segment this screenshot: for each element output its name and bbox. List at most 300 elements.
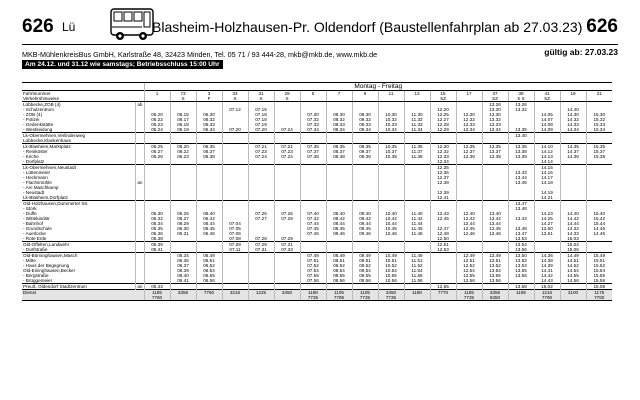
departure-time: 14.09 bbox=[534, 127, 560, 133]
departure-time: 05.23 bbox=[144, 122, 170, 127]
departure-time: 13.45 bbox=[482, 226, 508, 231]
departure-time: 10.37 bbox=[378, 149, 404, 154]
departure-time: 13.30 bbox=[482, 107, 508, 112]
departure-time: 08.38 bbox=[326, 154, 352, 159]
departure-time: 13.30 bbox=[482, 112, 508, 117]
departure-time: 07.23 bbox=[274, 149, 300, 154]
departure-time: 07.11 bbox=[222, 247, 248, 253]
departure-time: 05.22 bbox=[144, 117, 170, 122]
dienst-number: 1185 bbox=[144, 290, 170, 296]
departure-time: 12.36 bbox=[430, 170, 456, 175]
stop-an-ab: an bbox=[135, 180, 144, 185]
departure-time: 13.26 bbox=[508, 102, 534, 108]
departure-time: 12.40 bbox=[456, 211, 482, 216]
departure-time: 14.33 bbox=[560, 122, 586, 127]
departure-time: 07.33 bbox=[274, 247, 300, 253]
departure-time: 10.55 bbox=[378, 273, 404, 278]
trip-number: 13 bbox=[404, 91, 430, 97]
departure-time: 14.17 bbox=[534, 175, 560, 180]
departure-time: 09.52 bbox=[352, 263, 378, 268]
departure-time: 10.32 bbox=[378, 117, 404, 122]
departure-time: 11.54 bbox=[404, 268, 430, 273]
departure-time: 14.16 bbox=[534, 170, 560, 175]
stop-name: Lk-Obermehnen,Verlindenweg bbox=[22, 133, 135, 139]
departure-time: 07.33 bbox=[300, 122, 326, 127]
dienst-number bbox=[508, 295, 534, 301]
departure-time: 09.55 bbox=[352, 273, 378, 278]
header-divider bbox=[22, 44, 618, 45]
departure-time: 05.32 bbox=[144, 216, 170, 221]
dienst-number: 3356 bbox=[170, 290, 196, 296]
departure-time: 12.55 bbox=[456, 273, 482, 278]
stop-an-ab: an bbox=[135, 284, 144, 290]
departure-time: 12.43 bbox=[430, 211, 456, 216]
departure-time: 05.36 bbox=[144, 231, 170, 236]
departure-time: 14.52 bbox=[560, 263, 586, 268]
stop-name: - Mitte bbox=[23, 258, 36, 263]
departure-time: 13.51 bbox=[482, 258, 508, 263]
departure-time: 07.05 bbox=[222, 226, 248, 231]
departure-time: 06.44 bbox=[196, 221, 222, 226]
departure-time: 07.26 bbox=[274, 211, 300, 216]
departure-time: 07.46 bbox=[300, 231, 326, 236]
departure-time: 06.51 bbox=[196, 258, 222, 263]
departure-time: 06.55 bbox=[196, 273, 222, 278]
departure-time: 15.52 bbox=[586, 263, 612, 268]
departure-time: 15.49 bbox=[586, 253, 612, 259]
departure-time: 13.47 bbox=[508, 231, 534, 236]
dienst-row-2 bbox=[22, 295, 612, 301]
timetable bbox=[22, 82, 612, 301]
departure-time: 08.42 bbox=[326, 216, 352, 221]
departure-time: 12.37 bbox=[456, 149, 482, 154]
stop-name: - Brüggemeier bbox=[23, 278, 53, 283]
departure-time: 10.45 bbox=[378, 226, 404, 231]
departure-time: 14.32 bbox=[560, 226, 586, 231]
departure-time: 05.24 bbox=[144, 127, 170, 133]
departure-time: 09.35 bbox=[352, 144, 378, 150]
departure-time: 06.41 bbox=[170, 278, 196, 284]
dienst-number bbox=[222, 295, 248, 301]
departure-time: 12.30 bbox=[456, 112, 482, 117]
departure-time: 13.32 bbox=[482, 117, 508, 122]
departure-time: 15.08 bbox=[586, 284, 612, 290]
departure-time: 12.50 bbox=[430, 236, 456, 242]
traffic-hint: SZ bbox=[482, 96, 508, 102]
departure-time: 12.30 bbox=[430, 144, 456, 150]
departure-time: 13.40 bbox=[482, 211, 508, 216]
departure-time: 10.44 bbox=[378, 221, 404, 226]
departure-time: 12.38 bbox=[430, 180, 456, 185]
departure-time: 07.19 bbox=[248, 122, 274, 127]
departure-time: 11.55 bbox=[404, 273, 430, 278]
departure-time: 14.33 bbox=[560, 231, 586, 236]
departure-time: 06.30 bbox=[196, 112, 222, 117]
departure-time: 06.35 bbox=[196, 144, 222, 150]
traffic-hint: S bbox=[222, 96, 248, 102]
departure-time: 09.51 bbox=[352, 258, 378, 263]
departure-time: 13.45 bbox=[508, 180, 534, 185]
departure-time: 12.27 bbox=[430, 117, 456, 122]
departure-time: 13.35 bbox=[482, 144, 508, 150]
departure-time: 14.38 bbox=[560, 154, 586, 159]
departure-time: 12.33 bbox=[430, 154, 456, 159]
stop-name: - Reinköster bbox=[23, 149, 48, 154]
stop-name: - Grundschule bbox=[23, 226, 52, 231]
departure-time: 14.45 bbox=[586, 226, 612, 231]
departure-time: 08.54 bbox=[326, 268, 352, 273]
departure-time: 07.04 bbox=[222, 221, 248, 226]
departure-time: 14.35 bbox=[560, 144, 586, 150]
departure-time: 05.43 bbox=[144, 284, 170, 290]
departure-time: 07.52 bbox=[300, 263, 326, 268]
departure-time: 12.34 bbox=[456, 127, 482, 133]
departure-time: 15.40 bbox=[586, 211, 612, 216]
departure-time: 07.55 bbox=[300, 273, 326, 278]
departure-time: 12.25 bbox=[430, 112, 456, 117]
dienst-number: 7735 bbox=[300, 295, 326, 301]
dienst-number: 3450 bbox=[378, 290, 404, 296]
departure-time: 06.46 bbox=[196, 231, 222, 236]
departure-time: 11.42 bbox=[404, 216, 430, 221]
dienst-number bbox=[560, 295, 586, 301]
departure-time: 14.10 bbox=[534, 144, 560, 150]
dienst-number: 7760 bbox=[586, 295, 612, 301]
departure-time: 12.32 bbox=[430, 149, 456, 154]
departure-time: 06.27 bbox=[170, 216, 196, 221]
departure-time: 09.30 bbox=[352, 112, 378, 117]
departure-time: 07.30 bbox=[300, 112, 326, 117]
departure-time: 12.45 bbox=[430, 216, 456, 221]
departure-time: 10.40 bbox=[378, 211, 404, 216]
departure-time: 08.56 bbox=[326, 278, 352, 284]
departure-time: 08.49 bbox=[326, 253, 352, 259]
departure-time: 06.19 bbox=[170, 127, 196, 133]
header bbox=[22, 6, 618, 44]
departure-time: 10.35 bbox=[378, 144, 404, 150]
departure-time: 14.15 bbox=[534, 165, 560, 171]
departure-time: 14.27 bbox=[534, 221, 560, 226]
departure-time: 06.17 bbox=[170, 117, 196, 122]
departure-time: 06.49 bbox=[196, 253, 222, 259]
dienst-number: 3216 bbox=[222, 290, 248, 296]
departure-time: 15.38 bbox=[586, 154, 612, 159]
departure-time: 09.32 bbox=[352, 117, 378, 122]
departure-time: 07.42 bbox=[300, 216, 326, 221]
title-prefix: Lü bbox=[62, 20, 76, 34]
departure-time: 11.56 bbox=[404, 278, 430, 284]
departure-time: 14.19 bbox=[534, 190, 560, 195]
departure-time: 05.34 bbox=[144, 221, 170, 226]
day-label: Montag - Freitag bbox=[144, 83, 612, 91]
dienst-number bbox=[404, 295, 430, 301]
traffic-hint: F bbox=[196, 96, 222, 102]
departure-time: 07.51 bbox=[300, 258, 326, 263]
departure-time: 09.40 bbox=[352, 211, 378, 216]
departure-time: 07.20 bbox=[222, 127, 248, 133]
departure-time: 06.18 bbox=[170, 122, 196, 127]
departure-time: 07.12 bbox=[222, 107, 248, 112]
stop-name: - Flachsmühle bbox=[23, 180, 52, 185]
departure-time: 14.34 bbox=[560, 127, 586, 133]
departure-time: 05.41 bbox=[144, 247, 170, 253]
dienst-spacer bbox=[22, 295, 144, 301]
departure-time: 07.29 bbox=[248, 242, 274, 248]
departure-time: 15.04 bbox=[560, 242, 586, 248]
trip-number: 19 bbox=[560, 91, 586, 97]
departure-time: 08.34 bbox=[326, 127, 352, 133]
departure-time: 08.40 bbox=[326, 211, 352, 216]
dienst-number: 3356 bbox=[482, 290, 508, 296]
departure-time: 15.34 bbox=[586, 127, 612, 133]
departure-time: 13.50 bbox=[534, 226, 560, 231]
departure-time: 09.38 bbox=[352, 154, 378, 159]
departure-time: 13.47 bbox=[508, 201, 534, 207]
departure-time: 08.30 bbox=[326, 112, 352, 117]
stop-name: Old-Holzhausen,Dummerter Str. bbox=[22, 201, 135, 207]
stop-name: - Bergstraße bbox=[23, 273, 49, 278]
departure-time: 14.25 bbox=[534, 216, 560, 221]
departure-time: 06.31 bbox=[170, 231, 196, 236]
departure-time: 09.37 bbox=[352, 149, 378, 154]
dienst-number bbox=[196, 295, 222, 301]
dienst-number: 1225 bbox=[248, 290, 274, 296]
traffic-hint: SZ bbox=[534, 96, 560, 102]
stop-name: - Neustadt bbox=[23, 190, 45, 195]
trip-number: 39 bbox=[508, 91, 534, 97]
departure-time: 07.32 bbox=[300, 117, 326, 122]
departure-time: 10.46 bbox=[378, 231, 404, 236]
departure-time: 08.45 bbox=[326, 226, 352, 231]
departure-time: 15.37 bbox=[586, 149, 612, 154]
departure-time: 09.42 bbox=[352, 216, 378, 221]
departure-time: 14.56 bbox=[560, 278, 586, 284]
departure-time: 15.30 bbox=[586, 112, 612, 117]
departure-time: 14.05 bbox=[534, 112, 560, 117]
departure-time: 10.56 bbox=[378, 278, 404, 284]
trip-number: 33 bbox=[222, 91, 248, 97]
departure-time: 12.32 bbox=[456, 117, 482, 122]
departure-time: 06.40 bbox=[170, 273, 196, 278]
departure-time: 13.55 bbox=[482, 273, 508, 278]
departure-time: 13.58 bbox=[508, 284, 534, 290]
dienst-number bbox=[170, 295, 196, 301]
departure-time: 14.40 bbox=[560, 211, 586, 216]
departure-time: 13.43 bbox=[508, 170, 534, 175]
departure-time: 09.44 bbox=[352, 221, 378, 226]
departure-time: 15.51 bbox=[586, 258, 612, 263]
departure-time: 06.20 bbox=[170, 144, 196, 150]
departure-time: 15.42 bbox=[586, 216, 612, 221]
traffic-hint: S bbox=[248, 96, 274, 102]
trip-number: 29 bbox=[274, 91, 300, 97]
departure-time: 12.44 bbox=[456, 221, 482, 226]
page-title: Blasheim-Holzhausen-Pr. Oldendorf (Baustellenfahrplan ab 27.03.23) bbox=[152, 19, 583, 35]
departure-time: 10.34 bbox=[378, 127, 404, 133]
departure-time: 15.33 bbox=[586, 122, 612, 127]
departure-time: 05.25 bbox=[144, 144, 170, 150]
departure-time: 05.35 bbox=[144, 226, 170, 231]
departure-time: 14.18 bbox=[534, 180, 560, 185]
departure-time: 12.52 bbox=[456, 263, 482, 268]
departure-time: 10.38 bbox=[378, 154, 404, 159]
departure-time: 07.45 bbox=[300, 226, 326, 231]
trip-number: 21 bbox=[586, 91, 612, 97]
departure-time: 14.08 bbox=[534, 122, 560, 127]
departure-time: 11.33 bbox=[404, 122, 430, 127]
dienst-number bbox=[248, 295, 274, 301]
departure-time: 11.37 bbox=[404, 149, 430, 154]
departure-time: 13.38 bbox=[482, 154, 508, 159]
stop-name: - Bahnhof bbox=[23, 221, 43, 226]
departure-time: 06.32 bbox=[196, 117, 222, 122]
departure-time: 12.49 bbox=[456, 253, 482, 259]
departure-time: 14.30 bbox=[560, 112, 586, 117]
departure-time: 06.37 bbox=[170, 263, 196, 268]
departure-time: 14.21 bbox=[534, 195, 560, 201]
departure-time: 14.37 bbox=[560, 149, 586, 154]
stop-name: - Schulzentrum bbox=[23, 107, 54, 112]
departure-time: 07.21 bbox=[248, 144, 274, 150]
departure-time: 11.45 bbox=[404, 226, 430, 231]
departure-time: 06.22 bbox=[170, 149, 196, 154]
departure-time: 12.35 bbox=[456, 144, 482, 150]
departure-time: 14.44 bbox=[560, 221, 586, 226]
trip-number: 11 bbox=[378, 91, 404, 97]
departure-time: 10.52 bbox=[378, 263, 404, 268]
departure-time: 07.44 bbox=[300, 221, 326, 226]
verkehrshinweise-label: Verkehrshinweise bbox=[22, 96, 144, 102]
departure-time: 06.40 bbox=[196, 211, 222, 216]
departure-time: 11.46 bbox=[404, 231, 430, 236]
departure-time: 06.33 bbox=[196, 122, 222, 127]
departure-time: 12.35 bbox=[430, 165, 456, 171]
dienst-number: 1185 bbox=[508, 290, 534, 296]
departure-time: 14.14 bbox=[534, 159, 560, 165]
stop-name: - Duffe bbox=[23, 211, 37, 216]
departure-time: 12.20 bbox=[430, 107, 456, 112]
departure-time: 07.18 bbox=[248, 117, 274, 122]
departure-time: 13.32 bbox=[508, 107, 534, 112]
day-header-row bbox=[22, 83, 612, 91]
departure-time: 15.44 bbox=[586, 221, 612, 226]
stop-name: Old-Eininghausen,Becker bbox=[23, 268, 76, 273]
departure-time: 11.52 bbox=[404, 263, 430, 268]
departure-time: 12.45 bbox=[456, 226, 482, 231]
departure-time: 11.40 bbox=[404, 211, 430, 216]
departure-time: 12.34 bbox=[430, 159, 456, 165]
departure-time: 14.42 bbox=[560, 216, 586, 221]
trip-number: 73 bbox=[170, 91, 196, 97]
departure-time: 06.34 bbox=[170, 253, 196, 259]
dienst-number: 1180 bbox=[300, 290, 326, 296]
departure-time: 06.39 bbox=[170, 268, 196, 273]
departure-time: 13.55 bbox=[508, 268, 534, 273]
departure-time: 06.42 bbox=[196, 216, 222, 221]
departure-time: 11.32 bbox=[404, 117, 430, 122]
departure-time: 13.39 bbox=[508, 154, 534, 159]
dienst-number: 7790 bbox=[534, 295, 560, 301]
departure-time: 14.46 bbox=[586, 231, 612, 236]
departure-time: 13.33 bbox=[482, 122, 508, 127]
stop-name: Lübbecke,ZOB (4) bbox=[23, 102, 61, 107]
stop-name: Preuß. Oldendorf Stadtzentrum bbox=[22, 284, 135, 290]
departure-time: 13.44 bbox=[482, 221, 508, 226]
departure-time: 15.35 bbox=[586, 144, 612, 150]
departure-time: 07.08 bbox=[222, 236, 248, 242]
departure-time: 15.32 bbox=[586, 117, 612, 122]
departure-time: 14.55 bbox=[560, 273, 586, 278]
departure-time: 14.07 bbox=[534, 117, 560, 122]
stop-name: - Dorfplatz bbox=[23, 159, 45, 164]
departure-time: 12.38 bbox=[456, 154, 482, 159]
departure-time: 08.33 bbox=[326, 122, 352, 127]
stop-name: Lübbecke,Klankenhaus bbox=[23, 138, 71, 143]
departure-time: 14.36 bbox=[534, 253, 560, 259]
stop-name: - Haus der Begegnung bbox=[23, 263, 70, 268]
departure-time: 11.49 bbox=[404, 253, 430, 259]
traffic-hint: SZ bbox=[430, 96, 456, 102]
dienst-number bbox=[274, 295, 300, 301]
departure-time: 13.46 bbox=[482, 231, 508, 236]
departure-time: 11.51 bbox=[404, 258, 430, 263]
departure-time: 06.37 bbox=[196, 149, 222, 154]
dienst-number: 7760 bbox=[144, 295, 170, 301]
trip-number: 41 bbox=[534, 91, 560, 97]
stop-name: - Lüttenmeier bbox=[23, 170, 51, 175]
departure-time: 14.23 bbox=[534, 211, 560, 216]
departure-time: 12.29 bbox=[430, 127, 456, 133]
departure-time: 12.51 bbox=[456, 258, 482, 263]
departure-time: 13.37 bbox=[482, 149, 508, 154]
departure-time: 11.38 bbox=[404, 154, 430, 159]
departure-time: 07.31 bbox=[274, 242, 300, 248]
departure-time: 13.54 bbox=[508, 242, 534, 248]
departure-time: 14.51 bbox=[560, 258, 586, 263]
dienst-number bbox=[430, 295, 456, 301]
departure-time: 14.42 bbox=[534, 273, 560, 278]
dienst-number: 7735 bbox=[352, 295, 378, 301]
departure-time: 08.35 bbox=[326, 144, 352, 150]
departure-time: 08.44 bbox=[326, 221, 352, 226]
departure-time: 07.23 bbox=[248, 149, 274, 154]
departure-time: 14.32 bbox=[560, 117, 586, 122]
departure-time: 07.26 bbox=[248, 211, 274, 216]
departure-time: 13.56 bbox=[482, 278, 508, 284]
departure-time: 07.28 bbox=[274, 216, 300, 221]
departure-time: 12.33 bbox=[456, 122, 482, 127]
departure-time: 13.51 bbox=[534, 231, 560, 236]
departure-time: 15.54 bbox=[586, 268, 612, 273]
stop-name: Old-Börninghausen,Masch bbox=[22, 253, 135, 259]
stop-name: - Wittekindstr bbox=[23, 216, 50, 221]
departure-time: 06.56 bbox=[196, 278, 222, 284]
departure-time: 13.54 bbox=[482, 268, 508, 273]
departure-time: 14.40 bbox=[560, 107, 586, 112]
departure-time: 07.40 bbox=[300, 211, 326, 216]
departure-time: 07.34 bbox=[300, 127, 326, 133]
departure-time: 14.39 bbox=[534, 263, 560, 268]
stop-name: - Westseidung bbox=[23, 127, 53, 132]
dienst-number: 1180 bbox=[404, 290, 430, 296]
stop-name: - Kirche bbox=[23, 154, 39, 159]
dienst-number: 3100 bbox=[560, 290, 586, 296]
dienst-number: 7770 bbox=[430, 290, 456, 296]
departure-time: 06.34 bbox=[196, 127, 222, 133]
departure-time: 10.51 bbox=[378, 258, 404, 263]
departure-time: 06.30 bbox=[170, 226, 196, 231]
departure-time: 13.48 bbox=[508, 226, 534, 231]
